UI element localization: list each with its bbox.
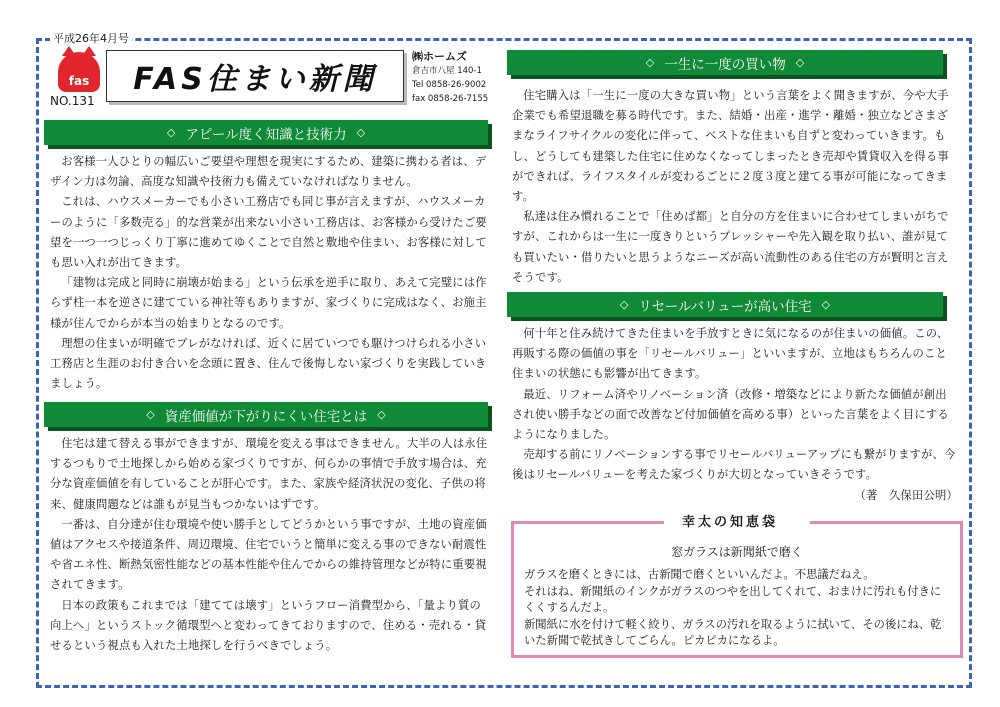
heading-text: アピール度く知識と技術力 <box>185 126 347 143</box>
tips-border-top <box>810 521 960 524</box>
company-tel: Tel 0858-26-9002 <box>412 80 487 90</box>
company-name: ㈱ホームズ <box>412 50 467 63</box>
tips-line: 新聞紙に水を付けて軽く絞り、ガラスの汚れを取るように拭いて、その後にね、乾いた新聞で乾拭きしてごらん。ピカピカになるよ。 <box>524 617 942 647</box>
tips-subtitle: 窓ガラスは新聞紙で磨く <box>671 545 803 559</box>
issue-number: NO.131 <box>50 94 95 108</box>
section-body-resale <box>512 324 958 506</box>
paragraph: これは、ハウスメーカーでも小さい工務店でも同じ事が言えますが、ハウスメーカーのように「多数売る」的な営業が出来ない小さい工務店は、お客様から受けたご要望を一つ一つじっくり丁寧に進めてゆくことで自然と敷地や住まい、お客様に対しても思い入れが出てきます。 <box>50 195 487 270</box>
paragraph: 何十年と住み続けてきた住まいを手放すときに気になるのが住まいの価値。この、再販する際の価値の事を「リセールバリュー」といいますが、立地はもちろんのこと住まいの状態にも影響が出てきます。 <box>512 327 949 381</box>
newspaper-title <box>106 50 404 102</box>
logo-text: fas <box>68 74 90 88</box>
section-heading-once <box>507 50 943 75</box>
tips-title: 幸太の知恵袋 <box>672 511 788 530</box>
company-address: 倉吉市八屋 140-1 <box>412 66 482 76</box>
paragraph: 最近、リフォーム済やリノベーション済（改修・増築などにより新たな価値が創出され使い勝手などの面で改善など付加価値を高める事）といった言葉をよく目にするようになりました。 <box>512 387 949 442</box>
paragraph: 売却する前にリノベーションする事でリセールバリューアップにも繋がりますが、今後はリセールバリューを考えた家づくりが大切となっていきそうです。 <box>512 448 956 482</box>
paragraph: 一番は、自分達が住む環境や使い勝手としてどうかという事ですが、土地の資産価値はアクセスや接道条件、周辺環境、住宅でいうと簡単に変える事のできない耐震性や省エネ性、断熱気密性能などの基本性能や住んでからの維持管理などが特に重要視されてきます。 <box>50 517 487 592</box>
section-heading-appeal <box>44 120 488 145</box>
tips-border-top <box>514 521 664 524</box>
company-info <box>412 50 498 106</box>
paragraph: 私達は住み慣れることで「住めば都」と自分の方を住まいに合わせてしまいがちですが、これからは一生に一度きりというプレッシャーや先入観を取り払い、誰が見ても買いたい・借りたいと思うようなニーズが高い流動性のある住宅の方が賢明と言えそうです。 <box>512 210 949 284</box>
section-heading-asset <box>44 402 488 427</box>
author-signature: （著 久保田公明） <box>854 488 958 502</box>
diamond-icon: ◇ <box>356 126 366 139</box>
diamond-icon: ◇ <box>146 408 155 421</box>
paragraph: 理想の住まいが明確でブレがなければ、近くに居ていつでも駆けつけられる小さい工務店と生涯のお付き合いを念頭に置き、住んで後悔しない家づくりを実践していきましょう。 <box>50 336 487 391</box>
paragraph: お客様一人ひとりの幅広いご要望や理想を現実にするため、建築に携わる者は、デザイン力は勿論、高度な知識や技術力も備えていなければなりません。 <box>50 155 487 189</box>
heading-text: 一生に一度の買い物 <box>664 56 786 73</box>
section-body-appeal <box>50 152 488 394</box>
section-body-once <box>512 86 958 288</box>
heading-text: 資産価値が下がりにくい住宅とは <box>164 408 368 425</box>
tips-line: それはね、新聞紙のインクがガラスのつやを出してくれて、おまけに汚れも付きにくくするんだよ。 <box>524 584 942 614</box>
diamond-icon: ◇ <box>619 298 629 311</box>
diamond-icon: ◇ <box>166 126 176 139</box>
tips-box <box>511 515 963 658</box>
diamond-icon: ◇ <box>645 56 655 69</box>
paragraph: 日本の政策もこれまでは「建てては壊す」というフロー消費型から、「量より質の向上へ」というストック循環型へと変わってきておりますので、住める・売れる・貸せるという視点も入れた土地探しを行うべきでしょう。 <box>50 598 487 653</box>
tips-line: ガラスを磨くときには、古新聞で磨くといいんだよ。不思議だねえ。 <box>524 568 875 581</box>
paragraph: 住宅は建て替える事ができますが、環境を変える事はできません。大半の人は永住するつもりで土地探しから始める家づくりですが、何らかの事情で手放す場合は、充分な資産価値を有していることが肝心です。また、家族や経済状況の変化、子供の将来、健康問題などは誰もが見当もつかないはずです。 <box>50 437 488 511</box>
paragraph: 「建物は完成と同時に崩壊が始まる」という伝承を逆手に取り、あえて完璧には作らず柱一本を逆さに建てている神社等もありますが、家づくりに完成はなく、お施主様が住んでからが本当の始まりとなるのです。 <box>50 276 487 330</box>
tips-body <box>524 567 952 650</box>
paragraph: 住宅購入は「一生に一度の大きな買い物」という言葉をよく聞きますが、今や大手企業でも希望退職を募る時代です。また、結婚・出産・進学・離婚・独立などさまざまなライフサイクルの変化に伴って、ベストな住まいも自ずと変わっていきます。もし、どうしても建築した住宅に住めなくなってしまったとき売却や賃貸収入を得る事ができれば、ライフスタイルが変わるごとに２度３度と建てる事が可能になってきます。 <box>512 89 949 204</box>
company-fax: fax 0858-26-7155 <box>412 94 489 104</box>
diamond-icon: ◇ <box>821 298 831 311</box>
section-body-asset <box>50 434 488 656</box>
heading-text: リセールバリューが高い住宅 <box>638 298 812 315</box>
fas-logo <box>58 52 100 92</box>
section-heading-resale <box>507 292 943 317</box>
title-text: FAS住まい新聞 <box>133 62 377 97</box>
diamond-icon: ◇ <box>377 408 386 421</box>
issue-date: 平成26年4月号 <box>50 30 132 46</box>
diamond-icon: ◇ <box>795 56 805 69</box>
logo-ears <box>62 46 96 56</box>
